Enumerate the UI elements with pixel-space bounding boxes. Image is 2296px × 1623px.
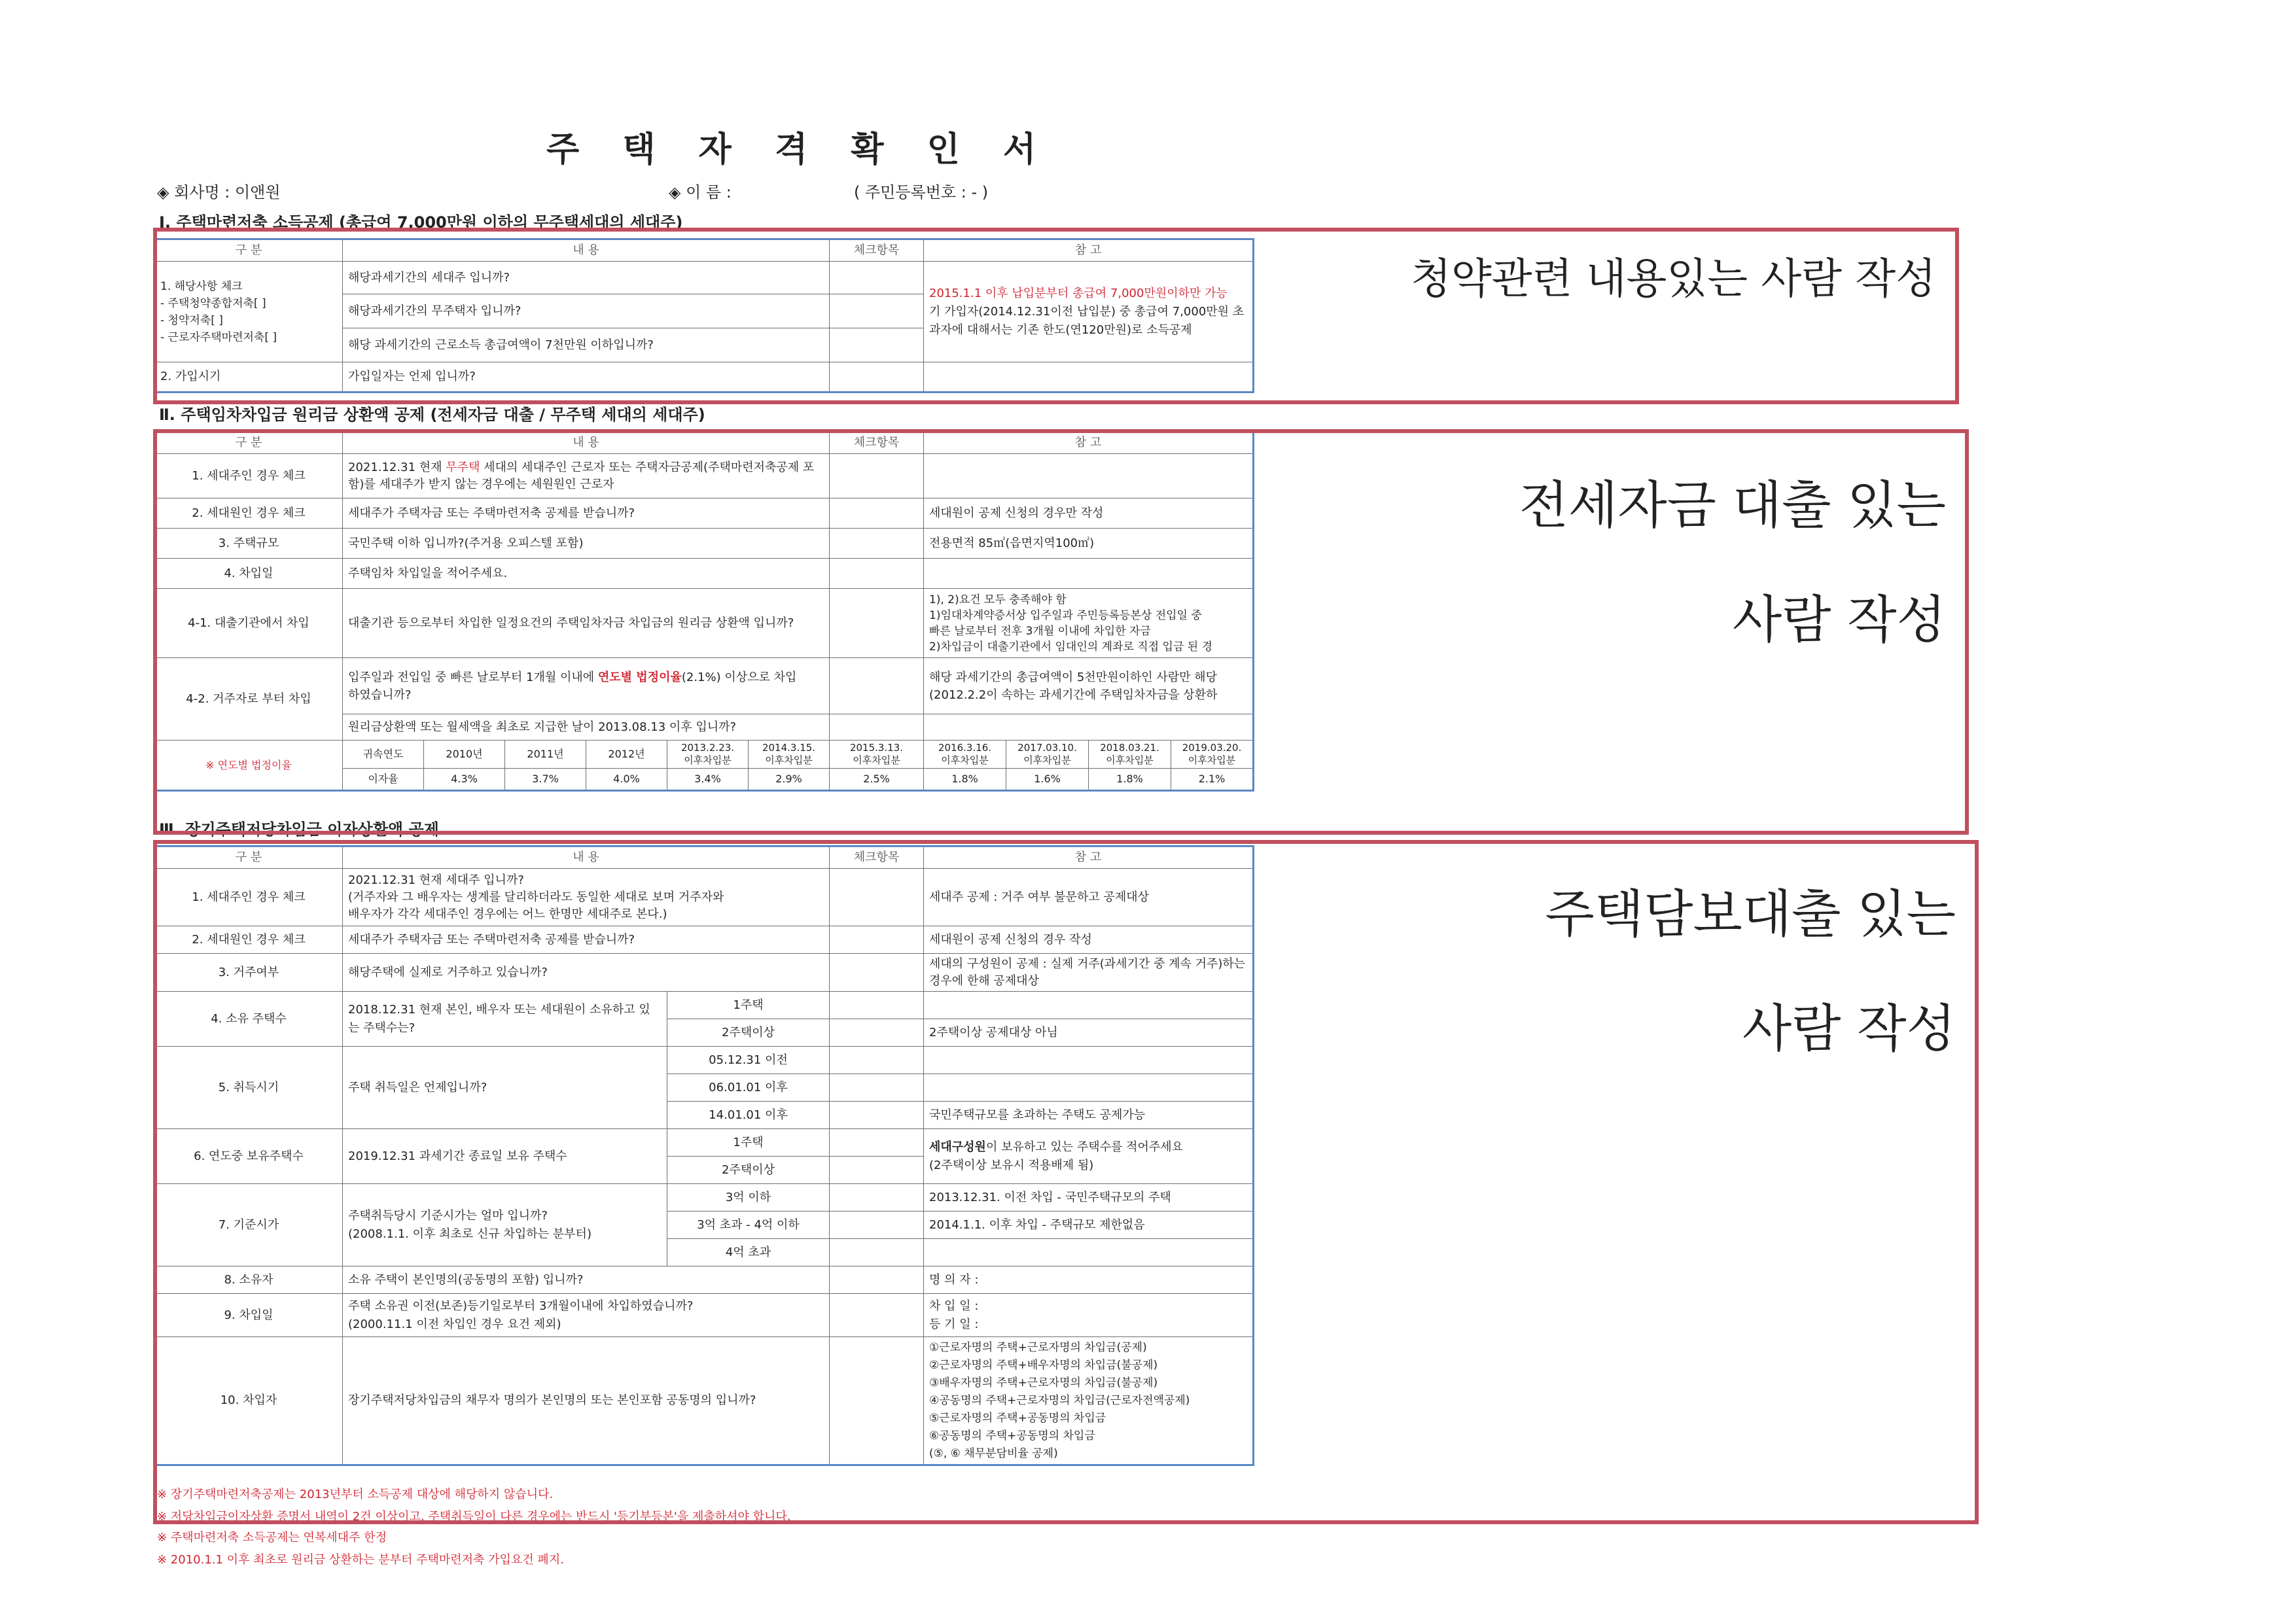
document-title: 주 택 자 격 확 인 서 (546, 130, 1052, 169)
note-3: ※ 주택마련저축 소득공제는 연복세대주 한정 (157, 1531, 387, 1544)
note-4: ※ 2010.1.1 이후 최초로 원리금 상환하는 분부터 주택마련저축 가입요건 폐지. (157, 1553, 564, 1567)
annotation-text-2b: 사람 작성 (1732, 591, 1946, 650)
note-1: ※ 장기주택마련저축공제는 2013년부터 소득공제 대상에 해당하지 않습니다. (157, 1488, 554, 1501)
annotation-text-3a: 주택담보대출 있는 (1545, 885, 1956, 944)
name-field: ◈ 이 름 : (669, 183, 732, 201)
annotation-text-1: 청약관련 내용있는 사람 작성 (1411, 255, 1936, 304)
ssn-field: ( 주민등록번호 : - ) (854, 183, 989, 201)
annotation-text-2a: 전세자금 대출 있는 (1519, 476, 1946, 535)
section3-title: Ⅲ. 장기주택저당차입금 이자상환액 공제 (159, 820, 439, 839)
section2-table: 구 분 내 용 체크항목 참 고 1. 세대주인 경우 체크 2021.12.31 현재 무주택 세대의 세대주인 근로자 또는 주택자금공제(주택마련저축공제 포함)를 세대주가 받지 않는 경우에는 세원원인 근로자 2. 세대원인 경우 체크 세대주가 주택자금 또는 주택마련저축 공제를 받습니까? 세대원이 공제 신청의 경우만 작성 3. 주택규모 국민주택 이하 입니까?(주거용 오피스텔 포함) 전용면적 85㎡(읍면지역100㎡) 4. 차입일 주택임차 차입일을 적어주세요. 4-1. 대출기관에서 차입 대출기관 등으로부터 차입한 일정요건의 주택임차자금 차입금의 원리금 상환액 입니까? 1), 2)요건 모두 충족해야 함 1)임대차계약증서상 입주일과 주민등록등본상 전입일 중 빠른 날로부터 전후 3개월 이내에 차입한 자금 2)차입금이 대출기관에서 임대인의 계좌로 직접 입금 된 경 4-2. 거주자로 부터 차입 입주일과 전입일 중 빠른 날로부터 1개월 이내에 연도별 법정이율(2.1%) 이상으로 차입 하였습니까? 해당 과세기간의 총급여액이 5천만원이하인 사람만 해당 (2012.2.2이 속하는 과세기간에 주택임차자금을 상환하 원리금상환액 또는 월세액을 최초로 지급한 날이 2013.08.13 이후 입니까? ※ 연도별 법정이율 귀속연도 2010년 2011년 2012년 2013.2.23. 이후차입분 2014.3.15. 이후차입분 2015.3.13. 이후차입분 2016.3.16. 이후차입분 2017.03.10. 이후차입분 2018.03.21. 이후차입분 2019.03.20. 이후차입분 이자율 4.3% 3.7% 4.0% 3.4% 2.9% 2.5% 1.8% 1.6% 1.8% 2.1% (153, 430, 1254, 792)
note-2: ※ 저당차입금이자상환 증명서 내역이 2건 이상이고, 주택취득일이 다른 경우에는 반드시 '등기부등본'을 제출하셔야 합니다. (157, 1510, 791, 1524)
annotation-text-3b: 사람 작성 (1742, 1000, 1956, 1058)
s1-ref: 2015.1.1 이후 납입분부터 총급여 7,000만원이하만 가능 기 가입자(2014.12.31이전 납입분) 중 총급여 7,000만원 초과자에 대해서는 기존 한도(연120만원)로 소득공제 (924, 262, 1254, 362)
section1-table: 구 분 내 용 체크항목 참 고 1. 해당사항 체크 - 주택청약종합저축[ ] - 청약저축[ ] - 근로자주택마련저축[ ] 해당과세기간의 세대주 입니까? 2015.1.1 이후 납입분부터 총급여 7,000만원이하만 가능 기 가입자(2014.12.31이전 납입분) 중 총급여 7,000만원 초과자에 대해서는 기존 한도(연120만원)로 소득공제 해당과세기간의 무주택자 입니까? 해당 과세기간의 근로소득 총급여액이 7천만원 이하입니까? 2. 가입시기 가입일자는 언제 입니까? (153, 238, 1254, 393)
section1-title: Ⅰ. 주택마련저축 소득공제 (총급여 7,000만원 이하의 무주택세대의 세대주) (159, 213, 683, 232)
section3-table: 구 분 내 용 체크항목 참 고 1. 세대주인 경우 체크 2021.12.31 현재 세대주 입니까? (거주자와 그 배우자는 생계를 달리하더라도 동일한 세대로 보며 거주자와 배우자가 각각 세대주인 경우에는 어느 한명만 세대주로 본다.) 세대주 공제 : 거주 여부 불문하고 공제대상 2. 세대원인 경우 체크 세대주가 주택자금 또는 주택마련저축 공제를 받습니까? 세대원이 공제 신청의 경우 작성 3. 거주여부 해당주택에 실제로 거주하고 있습니까? 세대의 구성원이 공제 : 실제 거주(과세기간 중 계속 거주)하는 경우에 한해 공제대상 4. 소유 주택수 2018.12.31 현재 본인, 배우자 또는 세대원이 소유하고 있는 주택수는? 1주택 2주택이상 2주택이상 공제대상 아님 5. 취득시기 주택 취득일은 언제입니까? 05.12.31 이전 06.01.01 이후 14.01.01 이후 국민주택규모를 초과하는 주택도 공제가능 6. 연도중 보유주택수 2019.12.31 과세기간 종료일 보유 주택수 1주택 세대구성원이 보유하고 있는 주택수를 적어주세요 (2주택이상 보유시 적용배제 됨) 2주택이상 7. 기준시가 주택취득당시 기준시가는 얼마 입니까? (2008.1.1. 이후 최초로 신규 차입하는 분부터) 3억 이하 2013.12.31. 이전 차입 - 국민주택규모의 주택 3억 초과 - 4억 이하 2014.1.1. 이후 차입 - 주택규모 제한없음 4억 초과 8. 소유자 소유 주택이 본인명의(공동명의 포함) 입니까? 명 의 자 : 9. 차입일 주택 소유권 이전(보존)등기일로부터 3개월이내에 차입하였습니까? (2000.11.1 이전 차입인 경우 요건 제외) 차 입 일 : 등 기 일 : 10. 차입자 장기주택저당차입금의 채무자 명의가 본인명의 또는 본인포함 공동명의 입니까? ①근로자명의 주택+근로자명의 차입금(공제) ②근로자명의 주택+배우자명의 차입금(불공제) ③배우자명의 주택+근로자명의 차입금(불공제) ④공동명의 주택+근로자명의 차입금(근로자전액공제) ⑤근로자명의 주택+공동명의 차입금 ⑥공동명의 주택+공동명의 차입금 (⑤, ⑥ 채무분담비율 공제) (153, 845, 1254, 1466)
s1-r1-label: 1. 해당사항 체크 - 주택청약종합저축[ ] - 청약저축[ ] - 근로자주택마련저축[ ] (154, 262, 343, 362)
company-field: ◈ 회사명 : 이앤원 (157, 183, 281, 201)
section2-title: Ⅱ. 주택임차차입금 원리금 상환액 공제 (전세자금 대출 / 무주택 세대의 세대주) (159, 406, 705, 424)
